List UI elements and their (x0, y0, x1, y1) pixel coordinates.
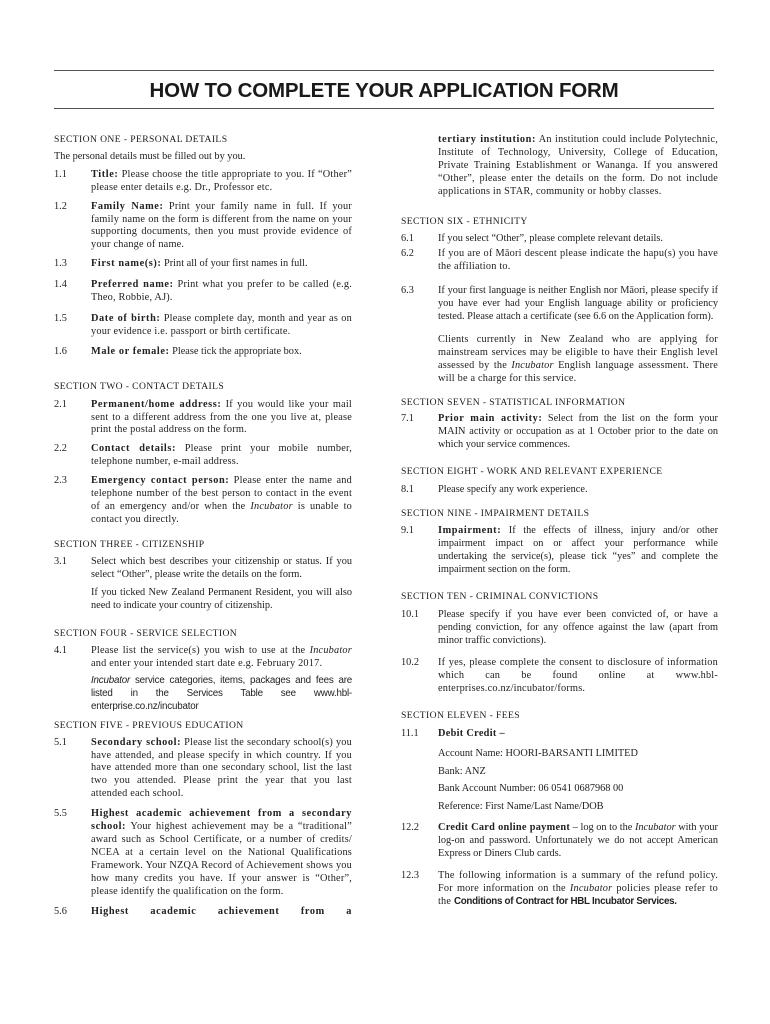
item-number: 1.5 (54, 312, 67, 324)
section-heading: SECTION EIGHT - WORK AND RELEVANT EXPERIENCE (401, 466, 663, 478)
item-number: 9.1 (401, 524, 414, 536)
item-text: Emergency contact person: Please enter the name and telephone number of the best person to contact in the event of an emergency and/or when the Incubator is unable to contact you directly. (91, 475, 352, 525)
list-item (401, 285, 718, 324)
list-item (401, 248, 718, 274)
list-item (54, 475, 352, 527)
list-item (54, 808, 352, 898)
item-number: 5.1 (54, 736, 67, 748)
item-text: Preferred name: Print what you prefer to be called (e.g. Theo, Robbie, AJ). (91, 279, 352, 304)
item-number: 1.4 (54, 279, 67, 291)
item-text: Family Name: Print your family name in full. If your family name on the form is different from the name on your supporting documents, then you must provide evidence of your change of name. (91, 200, 352, 251)
left-column (54, 134, 352, 918)
section-heading: SECTION ELEVEN - FEES (401, 709, 520, 721)
list-item (401, 484, 718, 497)
item-number: 2.1 (54, 398, 67, 410)
item-text: Highest academic achievement from a secondary school: Your highest achievement may be a “traditional” award such as School Certificate, or a number of credits/ NCEA at a certain level on the National Qualifications Framework. Your NZQA Record of Achievement shows you how many credits you have. If your answer is “Other”, please identify the qualification on the form. (91, 808, 352, 897)
item-number: 1.2 (54, 200, 67, 212)
item-text: Please specify if you have ever been convicted of, or have a pending conviction, for any offence against the law (apart from minor traffic convictions). (438, 609, 718, 647)
list-item (54, 313, 352, 339)
item-number: 1.3 (54, 258, 67, 270)
section-heading: SECTION TEN - CRIMINAL CONVICTIONS (401, 591, 599, 603)
item-text: Highest academic achievement from a (91, 905, 352, 917)
tertiary-continuation: tertiary institution: An institution could include Polytechnic, Institute of Technology, University, College of Education, Private Training Establishment or Wananga. If you answered “Other”, please enter the details on the form. Do not include applications in STAR, community or hobby classes. (438, 134, 718, 197)
item-number: 2.3 (54, 475, 67, 487)
list-item (401, 870, 718, 909)
item-text: Male or female: Please tick the appropriate box. (91, 345, 302, 357)
services-note: Incubator service categories, items, packages and fees are listed in the Services Table see www.hbl-enterprise.co.nz/incubator (91, 675, 352, 712)
item-number: 5.6 (54, 905, 67, 917)
item-text: Select which best describes your citizenship or status. If you select “Other”, please write the details on the form. (91, 555, 352, 580)
item-text: If you are of Māori descent please indicate the hapu(s) you have the affiliation to. (438, 248, 718, 273)
account-name: Account Name: HOORI-BARSANTI LIMITED (438, 747, 638, 759)
item-number: 6.1 (401, 233, 414, 245)
item-number: 7.1 (401, 413, 414, 425)
item-text: If yes, please complete the consent to disclosure of information which can be found online at www.hbl-enterprises.co.nz/incubator/forms. (438, 657, 718, 694)
list-item (401, 728, 718, 741)
item-text: The following information is a summary of the refund policy. For more information on the Incubator policies please refer to the Conditions of Contract for HBL Incubator Services. (438, 869, 718, 907)
section-heading: SECTION SIX - ETHNICITY (401, 215, 528, 227)
item-number: 6.2 (401, 248, 414, 260)
section-heading: SECTION SEVEN - STATISTICAL INFORMATION (401, 396, 626, 408)
payment-reference: Reference: First Name/Last Name/DOB (438, 801, 604, 813)
item-number: 5.5 (54, 808, 67, 820)
list-item (401, 413, 718, 452)
item-number: 10.1 (401, 609, 420, 621)
item-text: If you select “Other”, please complete relevant details. (438, 233, 663, 245)
item-number: 12.3 (401, 869, 420, 881)
list-item (54, 906, 352, 919)
item-text: Secondary school: Please list the secondary school(s) you have attended, and please specify in which country. If you have attended more than one secondary school, list the last two you attended. Please print the year that you last attended each school. (91, 736, 352, 800)
list-item (54, 556, 352, 582)
right-column (401, 134, 718, 909)
page-title: HOW TO COMPLETE YOUR APPLICATION FORM (149, 79, 619, 102)
item-number: 10.2 (401, 657, 420, 669)
item-number: 1.1 (54, 168, 67, 180)
section-heading: SECTION NINE - IMPAIRMENT DETAILS (401, 507, 590, 519)
list-item (401, 609, 718, 648)
list-item (54, 279, 352, 305)
section-heading: SECTION ONE - PERSONAL DETAILS (54, 134, 228, 145)
item-text: Please list the service(s) you wish to use at the Incubator and enter your intended start date e.g. February 2017. (91, 645, 352, 670)
item-text: Please specify any work experience. (438, 484, 588, 496)
item-number: 4.1 (54, 645, 67, 657)
item-number: 2.2 (54, 443, 67, 455)
item-number: 12.2 (401, 822, 420, 834)
list-item (54, 346, 352, 359)
item-text: Permanent/home address: If you would like your mail sent to a different address from the one you live at, please print the postal address on the form. (91, 398, 352, 436)
section-heading: SECTION FIVE - PREVIOUS EDUCATION (54, 719, 244, 731)
list-item (54, 645, 352, 671)
top-rule (54, 70, 714, 71)
item-text: Prior main activity: Select from the list on the form your MAIN activity or occupation as at 1 October prior to the date on which your service commences. (438, 413, 718, 451)
item-text: Date of birth: Please complete day, month and year as on your evidence i.e. passport or birth certificate. (91, 312, 353, 337)
item-text: Debit Credit – (438, 727, 505, 739)
item-number: 1.6 (54, 345, 67, 357)
list-item (54, 258, 352, 271)
section-heading: SECTION THREE - CITIZENSHIP (54, 538, 205, 550)
list-item (54, 443, 352, 469)
title-underline (54, 108, 714, 109)
item-number: 8.1 (401, 484, 414, 496)
section-heading: SECTION FOUR - SERVICE SELECTION (54, 628, 238, 640)
account-number: Bank Account Number: 06 0541 0687968 00 (438, 783, 624, 795)
list-item (401, 525, 718, 577)
item-text: First name(s): Print all of your first names in full. (91, 258, 308, 270)
item-text: Credit Card online payment – log on to the Incubator with your log-on and password. Unfortunately we do not accept American Express or Diners Club cards. (438, 822, 718, 860)
section-intro: The personal details must be filled out by you. (54, 150, 246, 162)
bank-name: Bank: ANZ (438, 765, 486, 777)
item-number: 6.3 (401, 285, 414, 297)
paragraph: If you ticked New Zealand Permanent Resident, you will also need to indicate your country of citizenship. (91, 587, 352, 612)
item-number: 3.1 (54, 555, 67, 567)
item-text: If your first language is neither English nor Māori, please specify if you have ever had your English language ability or proficiency tested. Please attach a certificate (see 6.6 on the Application form). (438, 285, 718, 322)
list-item (401, 657, 718, 696)
item-text: Contact details: Please print your mobile number, telephone number, e-mail address. (91, 443, 352, 468)
list-item (401, 233, 718, 246)
list-item (54, 737, 352, 802)
list-item (401, 822, 718, 861)
section-heading: SECTION TWO - CONTACT DETAILS (54, 380, 225, 392)
list-item (54, 169, 352, 195)
list-item (54, 201, 352, 253)
item-text: Impairment: If the effects of illness, injury and/or other impairment impact on or affect your performance while undertaking the service(s), please tick “yes” and complete the impairment section on the form. (438, 524, 718, 575)
item-text: Title: Please choose the title appropriate to you. If “Other” please enter details e.g. Dr., Professor etc. (91, 168, 352, 193)
list-item (54, 399, 352, 438)
item-number: 11.1 (401, 727, 419, 739)
paragraph: Clients currently in New Zealand who are applying for mainstream services may be eligible to have their English level assessed by the Incubator English language assessment. There will be a charge for this service. (438, 333, 718, 384)
